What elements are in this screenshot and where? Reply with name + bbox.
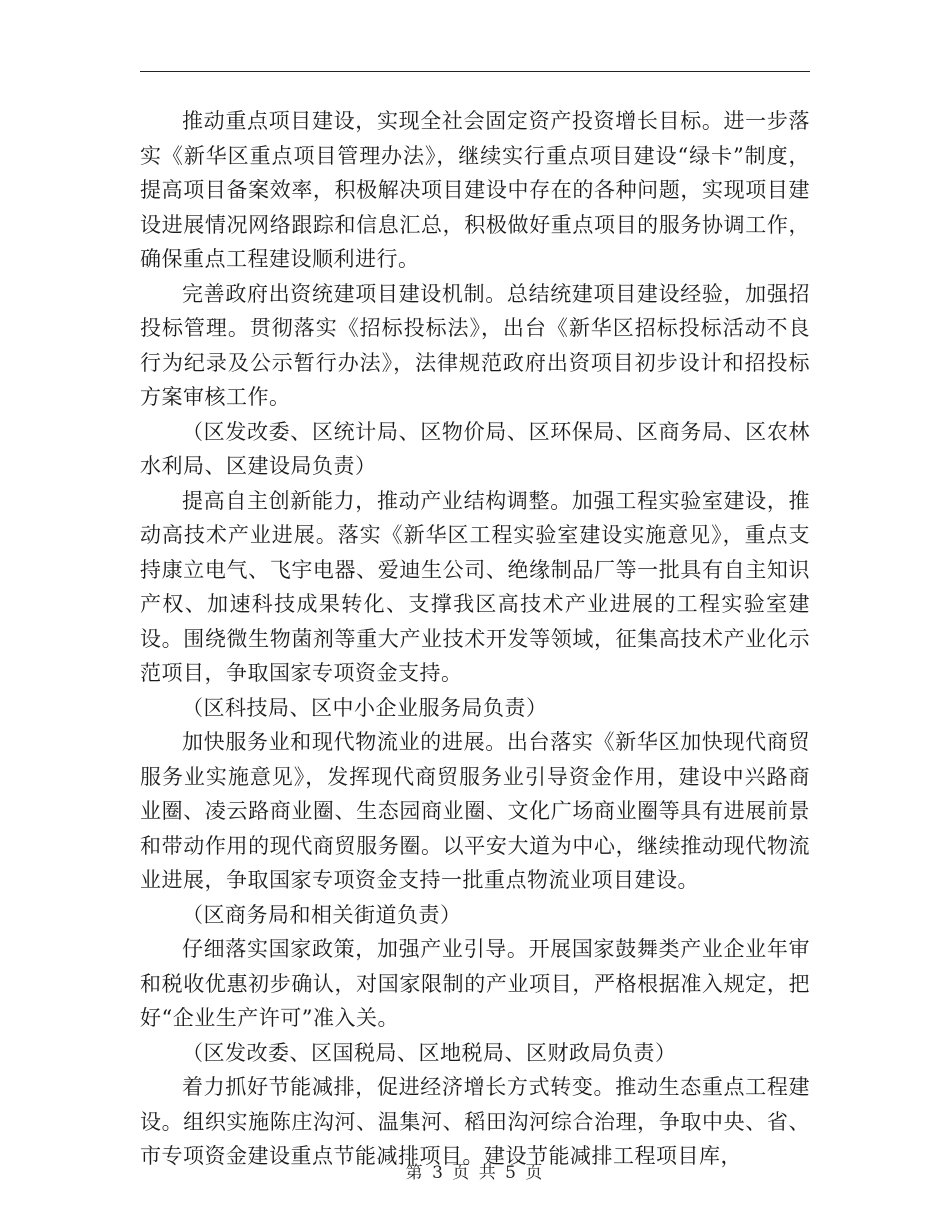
paragraph-responsible-units-1: （区发改委、区统计局、区物价局、区环保局、区商务局、区农林水利局、区建设局负责） — [140, 419, 810, 478]
page-number-footer: 第 3 页 共 5 页 — [405, 1163, 545, 1183]
paragraph-responsible-units-2: （区科技局、区中小企业服务局负责） — [182, 695, 548, 720]
paragraph-responsible-units-3: （区商务局和相关街道负责） — [182, 902, 462, 927]
paragraph-industry-policy: 仔细落实国家政策，加强产业引导。开展国家鼓舞类产业企业年审和税收优惠初步确认，对国家限制的产业项目，严格根据准入规定，把好“企业生产许可”准入关。 — [140, 937, 810, 1030]
paragraph-key-projects: 推动重点项目建设，实现全社会固定资产投资增长目标。进一步落实《新华区重点项目管理办法》，继续实行重点项目建设“绿卡”制度，提高项目备案效率，积极解决项目建设中存在的各种问题，实现项目建设进展情况网络跟踪和信息汇总，积极做好重点项目的服务协调工作，确保重点工程建设顺利进行。 — [140, 109, 810, 271]
paragraph-responsible-units-4: （区发改委、区国税局、区地税局、区财政局负责） — [182, 1040, 677, 1065]
paragraph-energy-saving: 着力抓好节能减排，促进经济增长方式转变。推动生态重点工程建设。组织实施陈庄沟河、温集河、稻田沟河综合治理，争取中央、省、市专项资金建设重点节能减排项目。建设节能减排工程项目库， — [140, 1075, 810, 1168]
paragraph-government-funded: 完善政府出资统建项目建设机制。总结统建项目建设经验，加强招投标管理。贯彻落实《招标投标法》，出台《新华区招标投标活动不良行为纪录及公示暂行办法》，法律规范政府出资项目初步设计和招投标方案审核工作。 — [140, 281, 810, 409]
paragraph-services-logistics: 加快服务业和现代物流业的进展。出台落实《新华区加快现代商贸服务业实施意见》，发挥现代商贸服务业引导资金作用，建设中兴路商业圈、凌云路商业圈、生态园商业圈、文化广场商业圈等具有进展前景和带动作用的现代商贸服务圈。以平安大道为中心，继续推动现代物流业进展，争取国家专项资金支持一批重点物流业项目建设。 — [140, 730, 810, 892]
paragraph-innovation: 提高自主创新能力，推动产业结构调整。加强工程实验室建设，推动高技术产业进展。落实《新华区工程实验室建设实施意见》，重点支持康立电气、飞宇电器、爱迪生公司、绝缘制品厂等一批具有自主知识产权、加速科技成果转化、支撑我区高技术产业进展的工程实验室建设。围绕微生物菌剂等重大产业技术开发等领域，征集高技术产业化示范项目，争取国家专项资金支持。 — [140, 488, 810, 685]
header-rule — [140, 71, 810, 72]
document-body — [140, 104, 810, 1174]
